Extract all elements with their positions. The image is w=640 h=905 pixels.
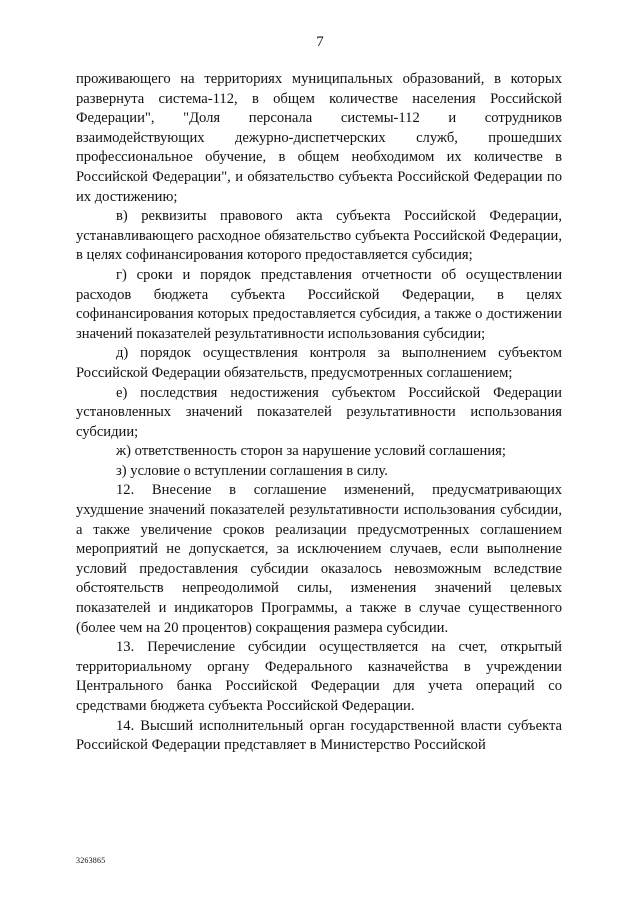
paragraph-item-g: г) сроки и порядок представления отчетности об осуществлении расходов бюджета субъекта Российской Федерации, в целях софинансирования которых предоставляется субсидия, а также о достижении значений показателей результативности использования субсидии; xyxy=(76,266,562,342)
paragraph-item-zh: ж) ответственность сторон за нарушение условий соглашения; xyxy=(116,443,506,460)
page-number: 7 xyxy=(316,34,324,50)
paragraph-clause-14: 14. Высший исполнительный орган государственной власти субъекта Российской Федерации представляет в Министерство Российской xyxy=(76,717,562,754)
document-code: 3263865 xyxy=(76,856,106,865)
paragraph-clause-12: 12. Внесение в соглашение изменений, предусматривающих ухудшение значений показателей результативности использования субсидии, а также увеличение сроков реализации предусмотренных соглашением мероприятий не допускается, за исключением случаев, если выполнение условий предоставления субсидии оказалось невозможным вследствие обстоятельств непреодолимой силы, изменения значений целевых показателей и индикаторов Программы, а также в случае существенного (более чем на 20 процентов) сокращения размера субсидии. xyxy=(76,482,562,636)
paragraph-item-d: д) порядок осуществления контроля за выполнением субъектом Российской Федерации обязательств, предусмотренных соглашением; xyxy=(76,345,562,381)
paragraph-item-z: з) условие о вступлении соглашения в силу. xyxy=(116,462,388,479)
paragraph-clause-13: 13. Перечисление субсидии осуществляется на счет, открытый территориальному органу Федерального казначейства в учреждении Центрального банка Российской Федерации для учета операций со средствами бюджета субъекта Российской Федерации. xyxy=(76,639,562,714)
paragraph-item-v: в) реквизиты правового акта субъекта Российской Федерации, устанавливающего расходное обязательство субъекта Российской Федерации, в целях софинансирования которого предоставляется субсидия; xyxy=(76,208,562,264)
document-body xyxy=(76,70,562,756)
paragraph-item-e: е) последствия недостижения субъектом Российской Федерации установленных значений показателей результативности использования субсидии; xyxy=(76,384,562,440)
paragraph-continuation: проживающего на территориях муниципальных образований, в которых развернута система-112, в общем количестве населения Российской Федерации", "Доля персонала системы-112 и сотрудников взаимодействующих дежурно-диспетчерских служб, прошедших профессиональное обучение, в общем необходимом их количестве в Российской Федерации", и обязательство субъекта Российской Федерации по их достижению; xyxy=(76,71,562,205)
